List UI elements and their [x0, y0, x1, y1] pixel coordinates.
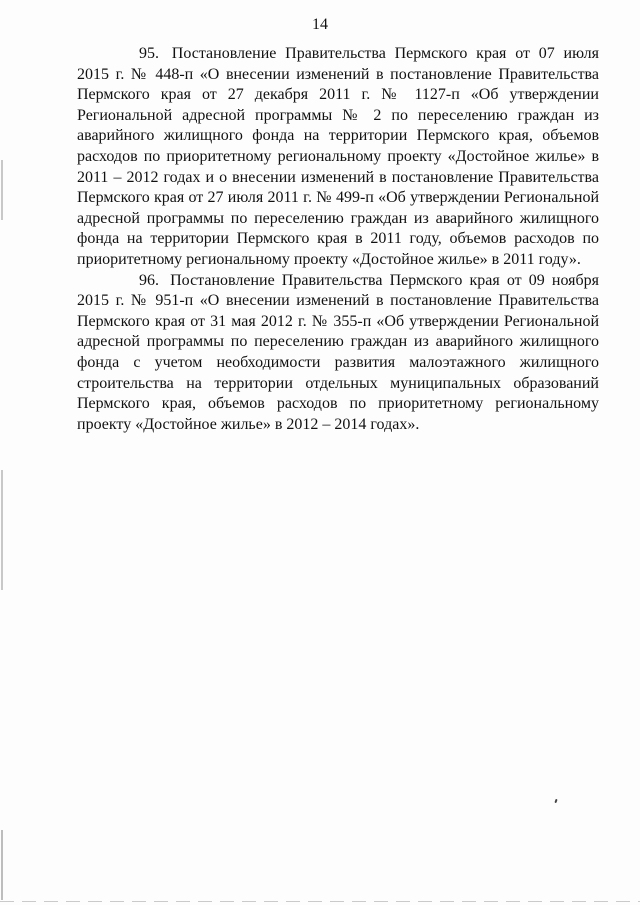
scan-speck [554, 799, 557, 803]
item-number: 95. [139, 45, 159, 62]
item-number: 96. [139, 271, 159, 289]
item-text: Постановление Правительства Пермского края от 09 ноября 2015 г. № 951-п «О внесении изменений в постановление Правительства Пермского края от 31 мая 2012 г. № 355-п «Об утверждении Региональной адресной программы по переселению граждан из аварийного жилищного фонда с учетом необходимости развития малоэтажного жилищного строительства на территории отдельных муниципальных образований Пермского края, объемов расходов по приоритетному региональному проекту «Достойное жилье» в 2012 – 2014 годах». [77, 271, 599, 433]
list-item-96 [77, 271, 599, 436]
scan-edge-mark [1, 470, 3, 590]
list-item-95 [77, 44, 599, 271]
item-text: Постановление Правительства Пермского края от 07 июля 2015 г. № 448-п «О внесении изменений в постановление Правительства Пермского края от 27 декабря 2011 г. № 1127-п «Об утверждении Региональной адресной программы № 2 по переселению граждан из аварийного жилищного фонда на территории Пермского края, объемов расходов по приоритетному региональному проекту «Достойное жилье» в 2011 – 2012 годах и о внесении изменений в постановление Правительства Пермского края от 27 июля 2011 г. № 499-п «Об утверждении Региональной адресной программы по переселению граждан из аварийного жилищного фонда на территории Пермского края в 2011 году, объемов расходов по приоритетному региональному проекту «Достойное жилье» в 2011 году». [77, 45, 600, 268]
scan-edge-mark [1, 160, 3, 220]
scan-edge-mark [1, 830, 3, 900]
page-number: 14 [312, 16, 328, 33]
scan-bottom-edge [0, 901, 640, 902]
document-body [77, 44, 599, 435]
